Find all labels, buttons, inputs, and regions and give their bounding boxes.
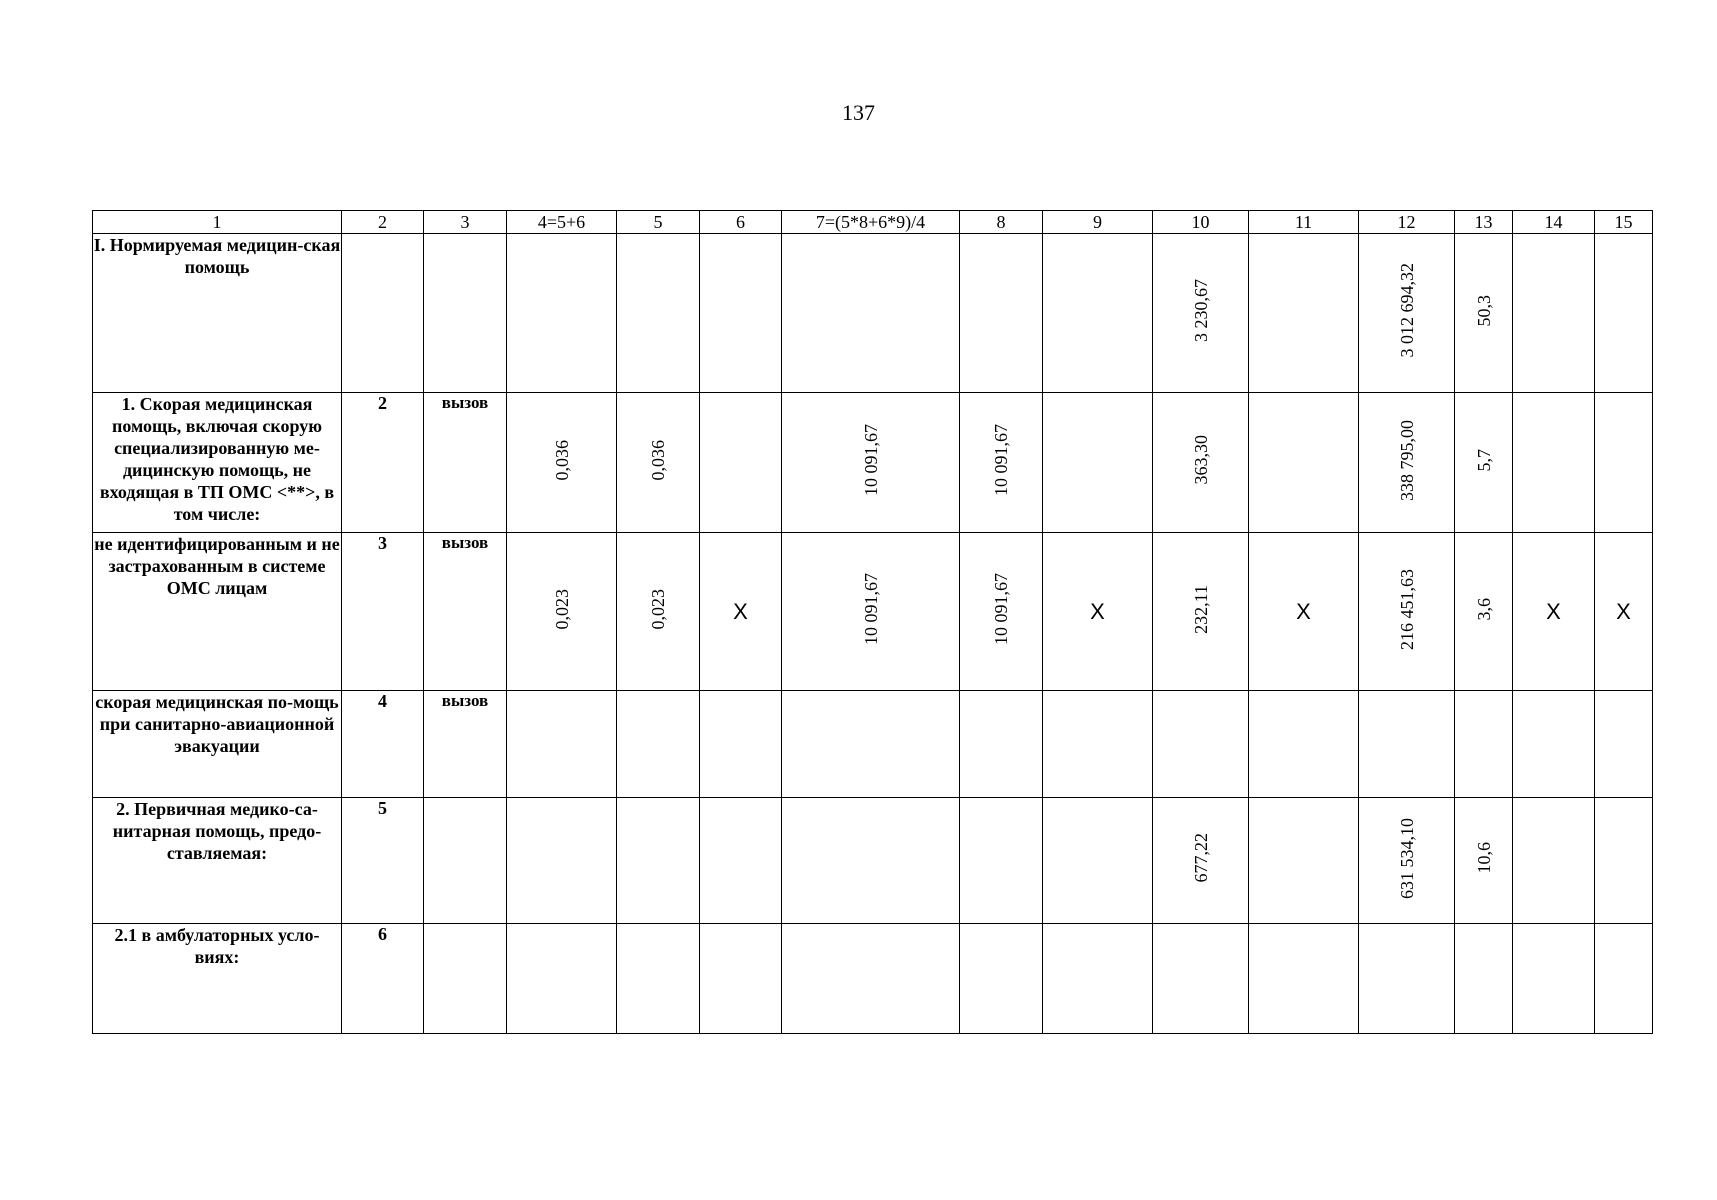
row-unit: [424, 234, 507, 393]
row-unit: вызов: [424, 393, 507, 533]
cell-value: 0,036: [551, 439, 572, 481]
cell-value: 10 091,67: [860, 573, 881, 645]
value-cell: [782, 234, 960, 393]
value-cell: [1153, 533, 1249, 691]
value-cell: [1455, 393, 1513, 533]
cell-value: 363,30: [1190, 435, 1211, 485]
cost-table: [92, 210, 1653, 1034]
value-cell: [1455, 691, 1513, 798]
value-cell: [1153, 924, 1249, 1034]
table-row: [93, 533, 1653, 691]
col-header: 8: [960, 211, 1043, 234]
header-row: [93, 211, 1653, 234]
row-label: не идентифицированным и не застрахованным в системе ОМС лицам: [93, 533, 342, 691]
value-cell: [1249, 691, 1359, 798]
value-cell: [960, 798, 1043, 924]
value-cell: [1359, 924, 1455, 1034]
value-cell: [700, 533, 782, 691]
value-cell: [1153, 234, 1249, 393]
value-cell: [1455, 533, 1513, 691]
page-number: 137: [842, 100, 875, 125]
value-cell: [1513, 234, 1595, 393]
cell-value: 10 091,67: [991, 424, 1011, 496]
col-header: 2: [342, 211, 424, 234]
cell-value: 3 012 694,32: [1396, 263, 1417, 358]
value-cell: [1455, 234, 1513, 393]
row-number: 2: [342, 393, 424, 533]
col-header: 10: [1153, 211, 1249, 234]
value-cell: [960, 691, 1043, 798]
value-cell: [1595, 234, 1653, 393]
value-cell: [617, 691, 700, 798]
cell-value-x: X: [733, 598, 748, 624]
value-cell: [1043, 798, 1153, 924]
value-cell: [507, 924, 617, 1034]
value-cell: [782, 393, 960, 533]
table-row: [93, 393, 1653, 533]
value-cell: [507, 393, 617, 533]
cell-value: 216 451,63: [1396, 568, 1417, 650]
col-header: 3: [424, 211, 507, 234]
row-label: скорая медицинская по-мощь при санитарно-авиационной эвакуации: [93, 691, 342, 798]
value-cell: [700, 393, 782, 533]
value-cell: [700, 924, 782, 1034]
col-header: 12: [1359, 211, 1455, 234]
cell-value-x: X: [1296, 598, 1311, 624]
col-header: 6: [700, 211, 782, 234]
cell-value: 338 795,00: [1396, 419, 1417, 501]
cell-value: 0,036: [648, 439, 668, 481]
value-cell: [1249, 533, 1359, 691]
row-label: 2.1 в амбулаторных усло-виях:: [93, 924, 342, 1034]
value-cell: [1595, 393, 1653, 533]
value-cell: [507, 691, 617, 798]
row-unit: вызов: [424, 533, 507, 691]
col-header: 7=(5*8+6*9)/4: [782, 211, 960, 234]
cell-value-x: X: [1546, 598, 1561, 624]
col-header: 9: [1043, 211, 1153, 234]
col-header: 11: [1249, 211, 1359, 234]
value-cell: [1595, 924, 1653, 1034]
cell-value: 0,023: [551, 588, 572, 630]
cell-value: 677,22: [1190, 833, 1211, 883]
value-cell: [1359, 533, 1455, 691]
value-cell: [1455, 924, 1513, 1034]
value-cell: [1595, 691, 1653, 798]
row-unit: [424, 924, 507, 1034]
value-cell: [1359, 393, 1455, 533]
value-cell: [1359, 234, 1455, 393]
value-cell: [960, 234, 1043, 393]
cell-value-x: X: [1090, 598, 1105, 624]
value-cell: [617, 924, 700, 1034]
cell-value: 5,7: [1473, 448, 1494, 472]
value-cell: [782, 924, 960, 1034]
table-row: [93, 691, 1653, 798]
value-cell: [1455, 798, 1513, 924]
value-cell: [700, 234, 782, 393]
table-row: [93, 924, 1653, 1034]
value-cell: [1513, 393, 1595, 533]
row-label: 1. Скорая медицинская помощь, включая скорую специализированную ме-дицинскую помощь, не входящая в ТП ОМС <**>, в том числе:: [93, 393, 342, 533]
table-row: [93, 798, 1653, 924]
cell-value: 10,6: [1473, 842, 1494, 874]
value-cell: [782, 691, 960, 798]
cell-value-x: X: [1616, 598, 1631, 624]
cell-value: 3 230,67: [1190, 279, 1211, 342]
col-header: 1: [93, 211, 342, 234]
value-cell: [1595, 533, 1653, 691]
row-number: 6: [342, 924, 424, 1034]
value-cell: [1513, 924, 1595, 1034]
cell-value: 10 091,67: [991, 573, 1011, 645]
col-header: 14: [1513, 211, 1595, 234]
col-header: 15: [1595, 211, 1653, 234]
value-cell: [1249, 798, 1359, 924]
value-cell: [960, 393, 1043, 533]
value-cell: [1153, 691, 1249, 798]
value-cell: [1043, 234, 1153, 393]
cell-value: 50,3: [1473, 294, 1494, 327]
col-header: 5: [617, 211, 700, 234]
value-cell: [1359, 798, 1455, 924]
value-cell: [1249, 393, 1359, 533]
value-cell: [782, 533, 960, 691]
value-cell: [960, 924, 1043, 1034]
cell-value: 631 534,10: [1396, 817, 1417, 899]
table-row: [93, 234, 1653, 393]
row-number: 3: [342, 533, 424, 691]
value-cell: [617, 393, 700, 533]
row-number: 5: [342, 798, 424, 924]
row-label: I. Нормируемая медицин-ская помощь: [93, 234, 342, 393]
row-number: [342, 234, 424, 393]
cell-value: 3,6: [1473, 597, 1494, 621]
value-cell: [507, 234, 617, 393]
value-cell: [1043, 924, 1153, 1034]
value-cell: [782, 798, 960, 924]
cell-value: 232,11: [1190, 584, 1211, 634]
value-cell: [1043, 393, 1153, 533]
value-cell: [1043, 691, 1153, 798]
value-cell: [1043, 533, 1153, 691]
value-cell: [617, 798, 700, 924]
row-unit: вызов: [424, 691, 507, 798]
value-cell: [1153, 798, 1249, 924]
value-cell: [507, 533, 617, 691]
value-cell: [1595, 798, 1653, 924]
cell-value: 0,023: [648, 588, 668, 630]
value-cell: [1359, 691, 1455, 798]
row-label: 2. Первичная медико-са-нитарная помощь, предо-ставляемая:: [93, 798, 342, 924]
value-cell: [507, 798, 617, 924]
value-cell: [1513, 533, 1595, 691]
value-cell: [1153, 393, 1249, 533]
cell-value: 10 091,67: [860, 424, 881, 496]
value-cell: [700, 798, 782, 924]
value-cell: [1513, 691, 1595, 798]
row-number: 4: [342, 691, 424, 798]
value-cell: [700, 691, 782, 798]
value-cell: [1249, 924, 1359, 1034]
value-cell: [617, 533, 700, 691]
value-cell: [1249, 234, 1359, 393]
row-unit: [424, 798, 507, 924]
col-header: 4=5+6: [507, 211, 617, 234]
value-cell: [960, 533, 1043, 691]
value-cell: [1513, 798, 1595, 924]
value-cell: [617, 234, 700, 393]
col-header: 13: [1455, 211, 1513, 234]
